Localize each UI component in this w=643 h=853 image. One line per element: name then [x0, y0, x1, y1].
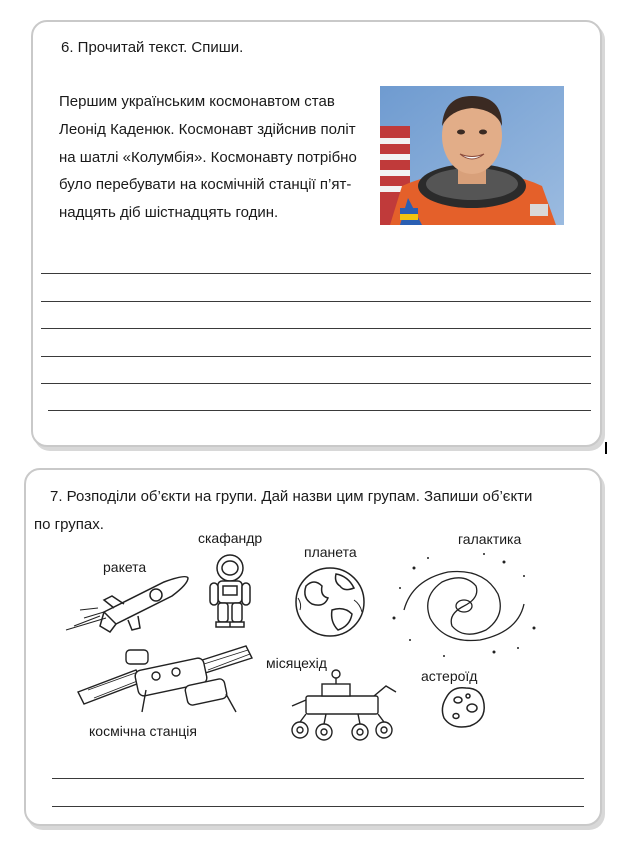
task-6-text: [59, 88, 357, 227]
label-space-station: космічна станція: [89, 723, 197, 739]
writing-line[interactable]: [41, 328, 591, 329]
text-cursor: [605, 442, 607, 454]
rocket-icon[interactable]: [64, 574, 192, 632]
task-6-title: 6. Прочитай текст. Спиши.: [61, 39, 244, 56]
label-spacesuit: скафандр: [198, 530, 263, 546]
label-rocket: ракета: [103, 559, 147, 575]
task-7-title-line-1: 7. Розподіли об’єкти на групи. Дай назви цим групам. Запиши об’єкти: [50, 488, 533, 505]
writing-line[interactable]: [52, 806, 584, 807]
text-line: Першим українським космонавтом став: [59, 93, 335, 110]
text-line: надцять діб шістнадцять годин.: [59, 204, 279, 222]
task-7-card: [24, 468, 602, 826]
moon-rover-icon[interactable]: [286, 670, 400, 744]
text-line: Леонід Каденюк. Космонавт здійснив політ: [59, 120, 356, 138]
task-6-card: [31, 20, 602, 447]
planet-icon[interactable]: [292, 564, 368, 640]
writing-line[interactable]: [41, 301, 591, 302]
spacesuit-icon[interactable]: [206, 552, 254, 628]
asteroid-icon[interactable]: [438, 684, 488, 730]
text-line: було перебувати на космічній станції п’ят-: [59, 176, 352, 194]
space-station-icon[interactable]: [76, 642, 254, 718]
label-moon-rover: місяцехід: [266, 655, 327, 671]
writing-line[interactable]: [41, 383, 591, 384]
galaxy-icon[interactable]: [384, 548, 544, 664]
text-line: на шатлі «Колумбія». Космонавту потрібно: [59, 148, 357, 166]
writing-line[interactable]: [41, 273, 591, 274]
writing-line[interactable]: [41, 356, 591, 357]
label-asteroid: астероїд: [421, 668, 478, 684]
task-7-title-line-2: по групах.: [34, 516, 104, 533]
writing-line[interactable]: [48, 410, 591, 411]
label-planet: планета: [304, 544, 357, 560]
astronaut-photo: [380, 86, 564, 225]
label-galaxy: галактика: [458, 531, 522, 547]
writing-line[interactable]: [52, 778, 584, 779]
